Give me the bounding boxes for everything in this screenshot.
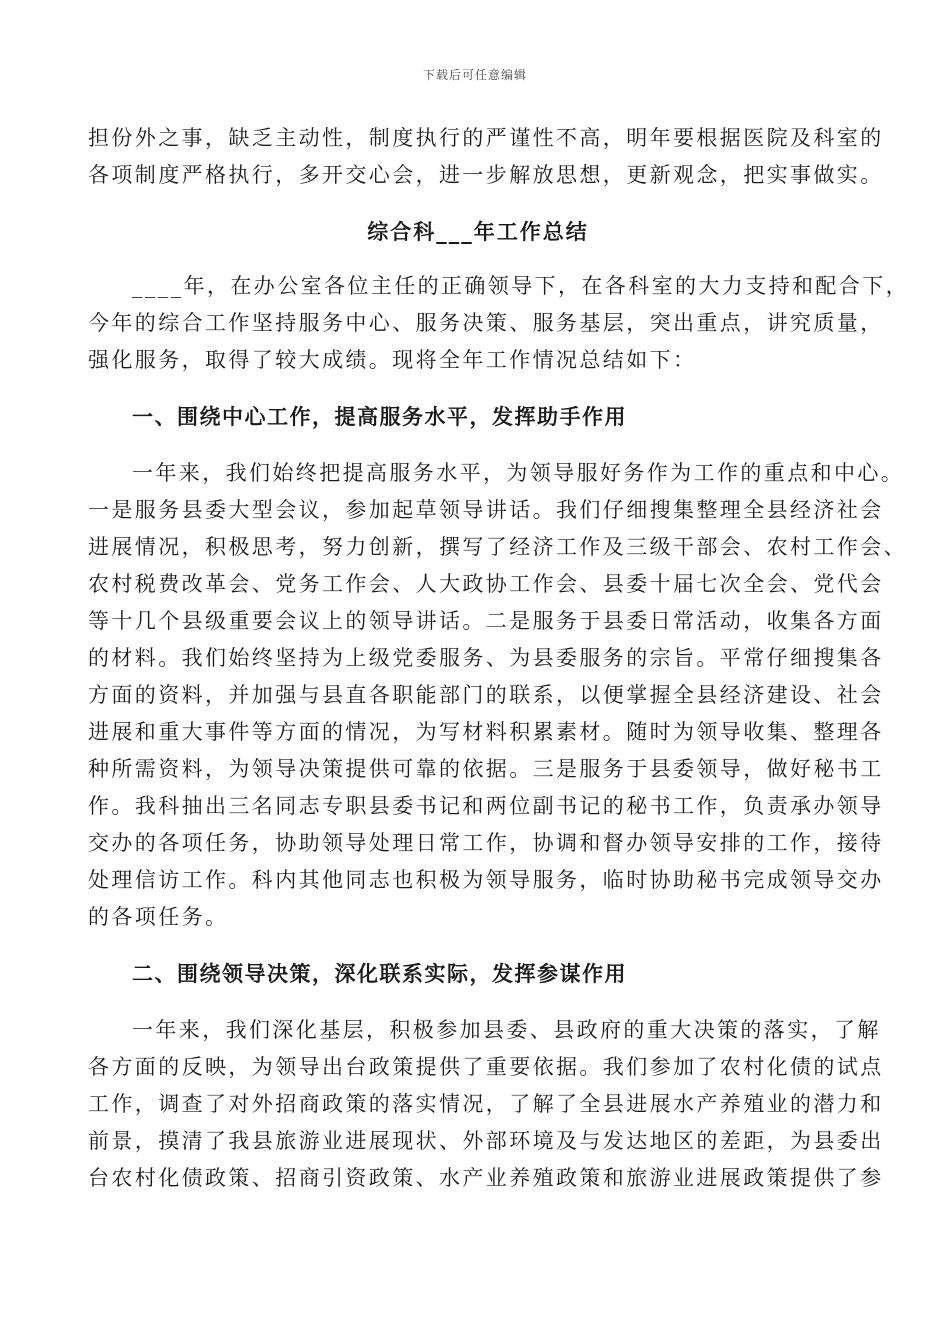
text-line: 担份外之事，缺乏主动性，制度执行的严谨性不高，明年要根据医院及科室的 xyxy=(88,126,884,150)
text-line: ____年，在办公室各位主任的正确领导下，在各科室的大力支持和配合下， xyxy=(132,274,909,298)
document-body xyxy=(88,120,909,1197)
paragraph-section-1 xyxy=(88,455,907,936)
text-line: 台农村化债政策、招商引资政策、水产业养殖政策和旅游业进展政策提供了参 xyxy=(88,1166,884,1190)
text-line: 强化服务，取得了较大成绩。现将全年工作情况总结如下： xyxy=(88,348,697,372)
text-line: 一是服务县委大型会议，参加起草领导讲话。我们仔细搜集整理全县经济社会 xyxy=(88,498,884,522)
intro-paragraph xyxy=(88,120,884,194)
text-line: 作。我科抽出三名同志专职县委书记和两位副书记的秘书工作，负责承办领导 xyxy=(88,794,884,818)
text-line: 的材料。我们始终坚持为上级党委服务、为县委服务的宗旨。平常仔细搜集各 xyxy=(88,646,884,670)
page-header: 下载后可任意编辑 xyxy=(422,68,527,82)
paragraph-summary xyxy=(88,268,909,379)
text-line: 各项制度严格执行，多开交心会，进一步解放思想，更新观念，把实事做实。 xyxy=(88,163,884,187)
text-line: 各方面的反映，为领导出台政策提供了重要依据。我们参加了农村化债的试点 xyxy=(88,1055,884,1079)
text-line: 农村税费改革会、党务工作会、人大政协工作会、县委十届七次全会、党代会 xyxy=(88,572,884,596)
text-line: 工作，调查了对外招商政策的落实情况，了解了全县进展水产养殖业的潜力和 xyxy=(88,1092,884,1116)
text-line: 方面的资料，并加强与县直各职能部门的联系，以便掌握全县经济建设、社会 xyxy=(88,683,884,707)
text-line: 进展和重大事件等方面的情况，为写材料积累素材。随时为领导收集、整理各 xyxy=(88,720,884,744)
section-heading-2: 二、围绕领导决策，深化联系实际，发挥参谋作用 xyxy=(132,961,627,986)
text-line: 的各项任务。 xyxy=(88,905,229,929)
text-line: 一年来，我们始终把提高服务水平，为领导服好务作为工作的重点和中心。 xyxy=(132,461,905,485)
section-heading-1: 一、围绕中心工作，提高服务水平，发挥助手作用 xyxy=(132,404,627,429)
text-line: 今年的综合工作坚持服务中心、服务决策、服务基层，突出重点，讲究质量， xyxy=(88,311,884,335)
text-line: 等十几个县级重要会议上的领导讲话。二是服务于县委日常活动，收集各方面 xyxy=(88,609,884,633)
document-title: 综合科___年工作总结 xyxy=(367,219,589,244)
text-line: 种所需资料，为领导决策提供可靠的依据。三是服务于县委领导，做好秘书工 xyxy=(88,757,884,781)
text-line: 处理信访工作。科内其他同志也积极为领导服务，临时协助秘书完成领导交办 xyxy=(88,868,884,892)
paragraph-section-2 xyxy=(88,1012,884,1197)
text-line: 一年来，我们深化基层，积极参加县委、县政府的重大决策的落实，了解 xyxy=(132,1018,881,1042)
text-line: 进展情况，积极思考，努力创新，撰写了经济工作及三级干部会、农村工作会、 xyxy=(88,535,907,559)
text-line: 交办的各项任务，协助领导处理日常工作，协调和督办领导安排的工作，接待 xyxy=(88,831,884,855)
text-line: 前景，摸清了我县旅游业进展现状、外部环境及与发达地区的差距，为县委出 xyxy=(88,1129,884,1153)
